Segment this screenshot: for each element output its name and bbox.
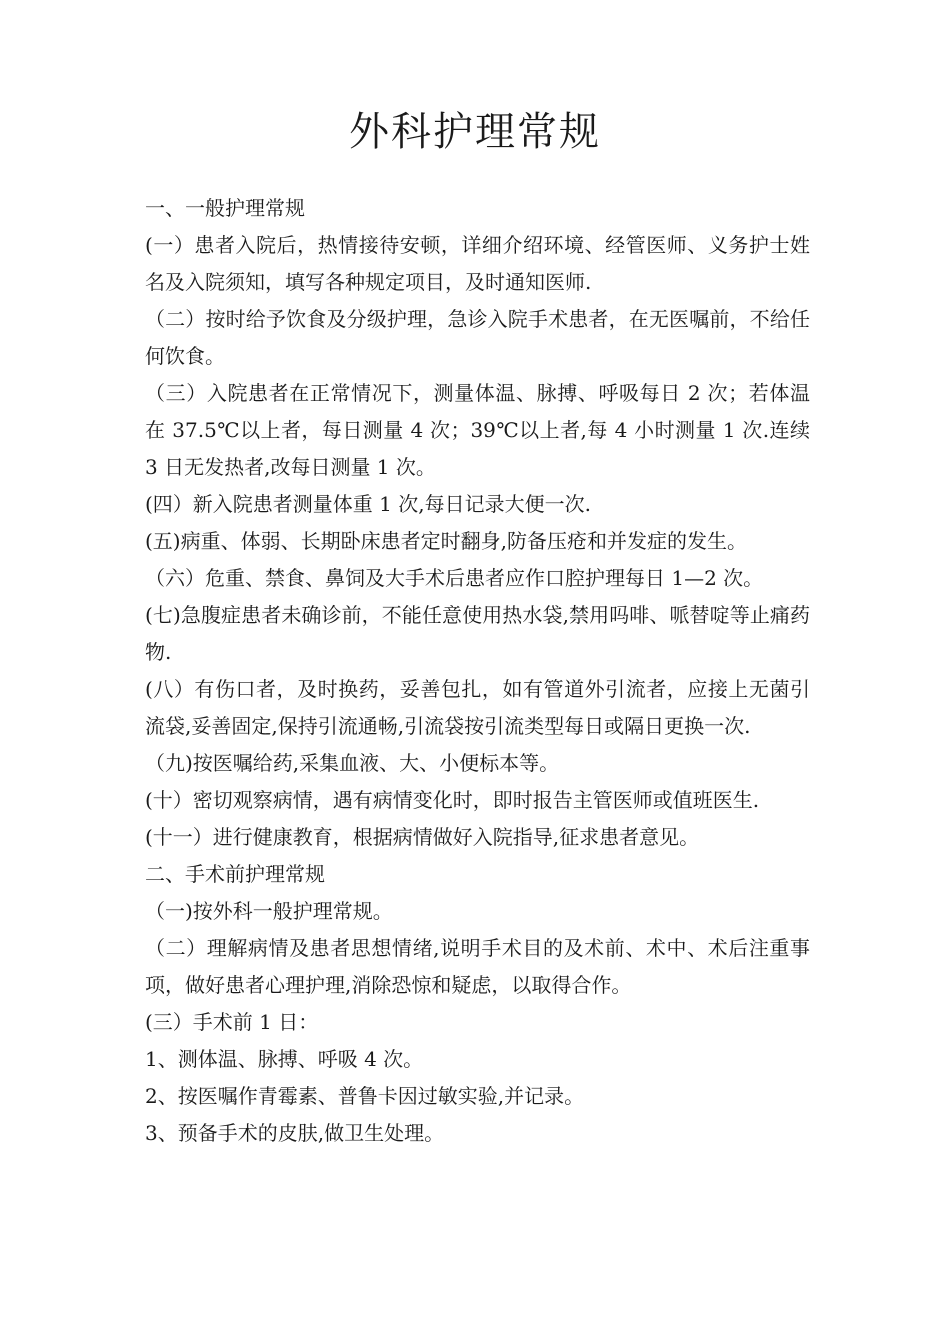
paragraph: (四）新入院患者测量体重 1 次,每日记录大便一次. — [145, 492, 591, 516]
paragraph: (七)急腹症患者未确诊前，不能任意使用热水袋,禁用吗啡、哌替啶等止痛药物. — [145, 603, 810, 664]
paragraph: (一）患者入院后，热情接待安顿，详细介绍环境、经管医师、义务护士姓名及入院须知，填写各种规定项目，及时通知医师. — [145, 233, 810, 294]
paragraph: （一)按外科一般护理常规。 — [145, 899, 393, 923]
paragraph: （三）入院患者在正常情况下，测量体温、脉搏、呼吸每日 2 次；若体温在 37.5℃以上者，每日测量 4 次；39℃以上者,每 4 小时测量 1 次.连续 3 日无发热者,改每日测量 1 次。 — [145, 381, 810, 479]
paragraph: （九)按医嘱给药,采集血液、大、小便标本等。 — [145, 751, 560, 775]
paragraph: （二）理解病情及患者思想情绪,说明手术目的及术前、术中、术后注重事项，做好患者心理护理,消除恐惊和疑虑，以取得合作。 — [145, 936, 810, 997]
paragraph: (十一）进行健康教育，根据病情做好入院指导,征求患者意见。 — [145, 825, 700, 849]
section-heading: 二、手术前护理常规 — [145, 862, 325, 886]
section-heading: 一、一般护理常规 — [145, 196, 305, 220]
list-item: 2、按医嘱作青霉素、普鲁卡因过敏实验,并记录。 — [145, 1084, 585, 1108]
paragraph: (八）有伤口者，及时换药，妥善包扎，如有管道外引流者，应接上无菌引流袋,妥善固定,保持引流通畅,引流袋按引流类型每日或隔日更换一次. — [145, 677, 810, 738]
list-item: 3、预备手术的皮肤,做卫生处理。 — [145, 1121, 445, 1145]
paragraph: （六）危重、禁食、鼻饲及大手术后患者应作口腔护理每日 1—2 次。 — [145, 566, 764, 590]
document-title: 外科护理常规 — [349, 109, 601, 155]
document-body — [145, 190, 810, 1152]
paragraph: (五)病重、体弱、长期卧床患者定时翻身,防备压疮和并发症的发生。 — [145, 529, 747, 553]
list-item: 1、测体温、脉搏、呼吸 4 次。 — [145, 1047, 424, 1071]
paragraph: （二）按时给予饮食及分级护理，急诊入院手术患者，在无医嘱前，不给任何饮食。 — [145, 307, 810, 368]
paragraph: (十）密切观察病情，遇有病情变化时，即时报告主管医师或值班医生. — [145, 788, 760, 812]
paragraph: (三）手术前 1 日： — [145, 1010, 319, 1034]
